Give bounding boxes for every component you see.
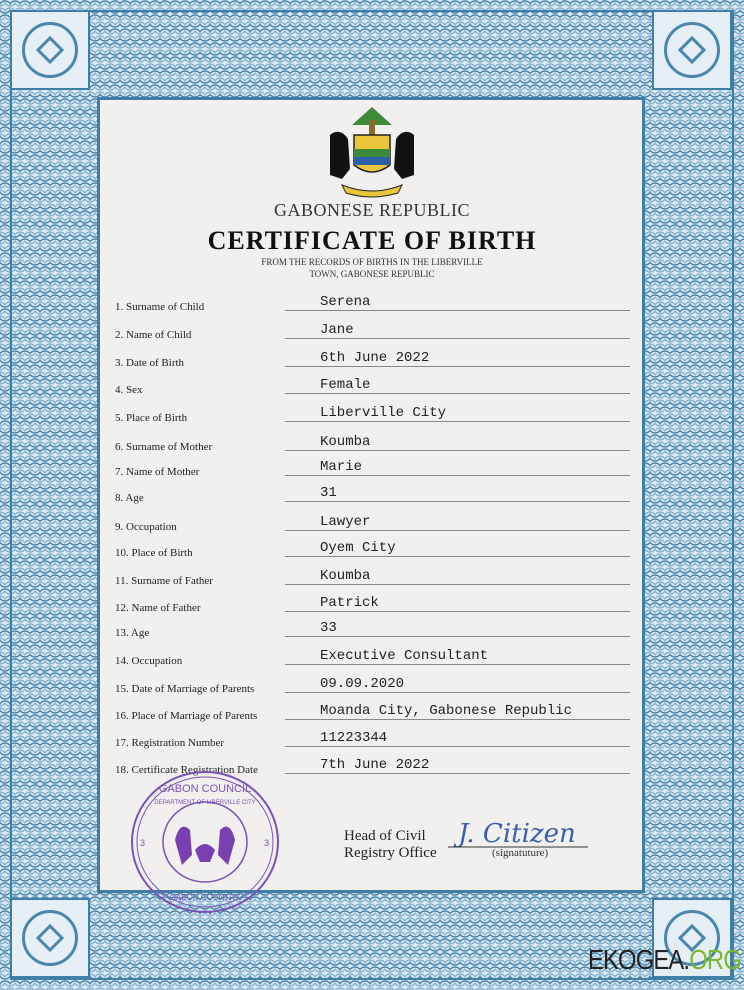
field-label: 4. Sex <box>115 384 143 396</box>
field-label: 14. Occupation <box>115 655 183 667</box>
field-label: 6. Surname of Mother <box>115 441 213 453</box>
field-value: 11223344 <box>320 730 388 746</box>
country-name: GABONESE REPUBLIC <box>273 200 470 220</box>
office-line1: Head of Civil <box>344 828 426 844</box>
field-row <box>115 702 630 722</box>
field-value: Serena <box>320 294 371 310</box>
field-underline <box>285 746 630 747</box>
field-row <box>115 321 630 341</box>
field-label: 2. Name of Child <box>115 329 192 341</box>
field-underline <box>285 338 630 339</box>
field-label: 11. Surname of Father <box>115 575 213 587</box>
field-value: Patrick <box>320 595 379 611</box>
field-row <box>115 647 630 667</box>
field-row <box>115 594 630 614</box>
field-row <box>115 484 630 504</box>
field-label: 13. Age <box>115 627 150 639</box>
field-row <box>115 293 630 313</box>
field-underline <box>285 393 630 394</box>
field-row <box>115 376 630 396</box>
field-label: 7. Name of Mother <box>115 466 200 478</box>
signatory-title <box>344 828 437 862</box>
field-underline <box>285 421 630 422</box>
field-label: 3. Date of Birth <box>115 357 185 369</box>
subtitle-line2: TOWN, GABONESE REPUBLIC <box>309 269 435 279</box>
field-underline <box>285 773 630 774</box>
corner-ornament <box>10 898 90 978</box>
coat-of-arms-emblem <box>322 105 422 200</box>
field-label: 16. Place of Marriage of Parents <box>115 710 258 722</box>
field-label: 10. Place of Birth <box>115 547 193 559</box>
field-underline <box>285 636 630 637</box>
field-underline <box>285 530 630 531</box>
field-row <box>115 729 630 749</box>
svg-text:GABON COUNTRY: GABON COUNTRY <box>169 893 241 902</box>
field-value: Female <box>320 377 371 393</box>
field-value: 09.09.2020 <box>320 676 405 692</box>
field-row <box>115 349 630 369</box>
field-underline <box>285 719 630 720</box>
field-label: 15. Date of Marriage of Parents <box>115 683 255 695</box>
field-value: Moanda City, Gabonese Republic <box>320 703 573 719</box>
field-value: 6th June 2022 <box>320 350 430 366</box>
field-underline <box>285 611 630 612</box>
field-value: Lawyer <box>320 514 371 530</box>
field-underline <box>285 366 630 367</box>
field-underline <box>285 692 630 693</box>
field-value: Marie <box>320 459 363 475</box>
field-row <box>115 619 630 639</box>
field-label: 9. Occupation <box>115 521 177 533</box>
field-value: Koumba <box>320 568 371 584</box>
signature-caption: (signatuture) <box>492 847 549 859</box>
field-underline <box>285 584 630 585</box>
office-line2: Registry Office <box>344 845 437 861</box>
field-label: 8. Age <box>115 492 144 504</box>
field-underline <box>285 501 630 502</box>
field-value: Koumba <box>320 434 371 450</box>
field-row <box>115 458 630 478</box>
svg-text:DEPARTMENT OF LIBERVILLE CITY: DEPARTMENT OF LIBERVILLE CITY <box>154 800 256 806</box>
corner-ornament <box>652 10 732 90</box>
field-underline <box>285 556 630 557</box>
official-stamp <box>130 770 280 915</box>
field-row <box>115 539 630 559</box>
svg-text:GABON COUNCIL: GABON COUNCIL <box>158 783 252 795</box>
field-underline <box>285 450 630 451</box>
field-value: 31 <box>320 485 337 501</box>
watermark: EKOGEA.ORG <box>588 944 741 975</box>
field-value: Executive Consultant <box>320 648 489 664</box>
field-underline <box>285 310 630 311</box>
field-value: Oyem City <box>320 540 396 556</box>
subtitle-line1: FROM THE RECORDS OF BIRTHS IN THE LIBERVILLE <box>261 257 483 267</box>
field-row <box>115 567 630 587</box>
field-value: Jane <box>320 322 354 338</box>
field-underline <box>285 664 630 665</box>
field-value: 7th June 2022 <box>320 757 430 773</box>
svg-text:3: 3 <box>264 838 270 848</box>
field-label: 5. Place of Birth <box>115 412 188 424</box>
svg-text:3: 3 <box>140 838 146 848</box>
svg-text:J. Citizen: J. Citizen <box>458 819 576 849</box>
field-row <box>115 513 630 533</box>
field-label: 18. Certificate Registration Date <box>115 764 258 776</box>
field-row <box>115 404 630 424</box>
corner-ornament <box>10 10 90 90</box>
field-value: Liberville City <box>320 405 447 421</box>
field-row <box>115 675 630 695</box>
field-label: 12. Name of Father <box>115 602 201 614</box>
field-label: 1. Surname of Child <box>115 301 205 313</box>
field-underline <box>285 475 630 476</box>
certificate-title: CERTIFICATE OF BIRTH <box>207 226 537 255</box>
field-value: 33 <box>320 620 337 636</box>
field-label: 17. Registration Number <box>115 737 225 749</box>
field-row <box>115 433 630 453</box>
